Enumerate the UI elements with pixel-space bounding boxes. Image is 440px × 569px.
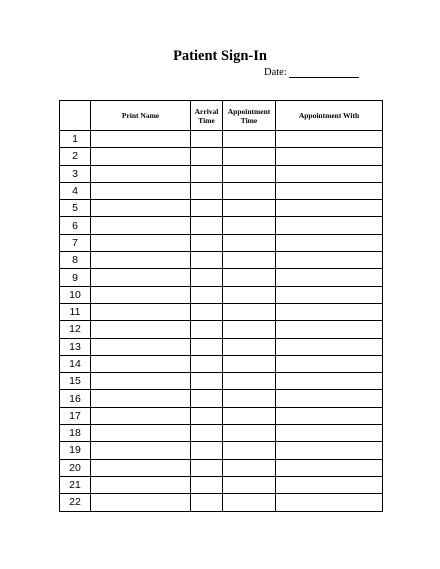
arrival-time-cell[interactable] [191,165,223,182]
appointment-time-cell[interactable] [223,390,276,407]
row-number: 3 [60,165,91,182]
appointment-with-cell[interactable] [276,494,383,511]
print-name-cell[interactable] [91,286,191,303]
arrival-time-cell[interactable] [191,148,223,165]
arrival-time-cell[interactable] [191,269,223,286]
print-name-cell[interactable] [91,252,191,269]
arrival-time-cell[interactable] [191,442,223,459]
print-name-cell[interactable] [91,200,191,217]
appointment-with-cell[interactable] [276,217,383,234]
print-name-cell[interactable] [91,442,191,459]
row-number: 21 [60,476,91,493]
appointment-with-cell[interactable] [276,200,383,217]
table-row [60,390,383,407]
print-name-cell[interactable] [91,148,191,165]
appointment-with-cell[interactable] [276,442,383,459]
arrival-time-cell[interactable] [191,355,223,372]
print-name-cell[interactable] [91,303,191,320]
arrival-time-cell[interactable] [191,476,223,493]
print-name-cell[interactable] [91,459,191,476]
row-number: 16 [60,390,91,407]
table-row [60,407,383,424]
row-number: 4 [60,182,91,199]
row-number: 12 [60,321,91,338]
print-name-cell[interactable] [91,269,191,286]
table-row [60,476,383,493]
print-name-cell[interactable] [91,131,191,148]
print-name-cell[interactable] [91,494,191,511]
appointment-with-cell[interactable] [276,269,383,286]
row-number: 1 [60,131,91,148]
table-row [60,338,383,355]
table-row [60,373,383,390]
row-number: 5 [60,200,91,217]
appointment-time-cell[interactable] [223,494,276,511]
arrival-time-cell[interactable] [191,131,223,148]
header-arrival-time: Arrival Time [191,101,223,131]
header-number [60,101,91,131]
header-print-name: Print Name [91,101,191,131]
arrival-time-cell[interactable] [191,459,223,476]
date-label: Date: [264,67,287,78]
row-number: 15 [60,373,91,390]
row-number: 9 [60,269,91,286]
row-number: 22 [60,494,91,511]
row-number: 19 [60,442,91,459]
appointment-with-cell[interactable] [276,355,383,372]
appointment-time-cell[interactable] [223,476,276,493]
appointment-time-cell[interactable] [223,286,276,303]
table-row [60,131,383,148]
row-number: 14 [60,355,91,372]
appointment-time-cell[interactable] [223,131,276,148]
table-row [60,494,383,511]
print-name-cell[interactable] [91,338,191,355]
print-name-cell[interactable] [91,390,191,407]
appointment-time-cell[interactable] [223,355,276,372]
print-name-cell[interactable] [91,234,191,251]
arrival-time-cell[interactable] [191,338,223,355]
header-appointment-time: Appointment Time [223,101,276,131]
appointment-with-cell[interactable] [276,476,383,493]
table-row [60,355,383,372]
row-number: 8 [60,252,91,269]
table-row [60,286,383,303]
print-name-cell[interactable] [91,165,191,182]
appointment-time-cell[interactable] [223,338,276,355]
row-number: 7 [60,234,91,251]
arrival-time-cell[interactable] [191,407,223,424]
appointment-with-cell[interactable] [276,459,383,476]
appointment-with-cell[interactable] [276,234,383,251]
appointment-with-cell[interactable] [276,338,383,355]
row-number: 2 [60,148,91,165]
appointment-time-cell[interactable] [223,425,276,442]
arrival-time-cell[interactable] [191,217,223,234]
appointment-time-cell[interactable] [223,252,276,269]
table-row [60,303,383,320]
appointment-with-cell[interactable] [276,165,383,182]
date-blank-line[interactable] [289,67,359,78]
table-row [60,217,383,234]
table-row [60,269,383,286]
arrival-time-cell[interactable] [191,390,223,407]
table-row [60,321,383,338]
appointment-with-cell[interactable] [276,390,383,407]
appointment-with-cell[interactable] [276,131,383,148]
appointment-with-cell[interactable] [276,303,383,320]
arrival-time-cell[interactable] [191,252,223,269]
table-row [60,182,383,199]
table-header-row [60,101,383,131]
arrival-time-cell[interactable] [191,286,223,303]
table-row [60,200,383,217]
date-field [264,67,359,78]
appointment-time-cell[interactable] [223,303,276,320]
table-row [60,234,383,251]
print-name-cell[interactable] [91,182,191,199]
arrival-time-cell[interactable] [191,494,223,511]
appointment-time-cell[interactable] [223,182,276,199]
appointment-time-cell[interactable] [223,407,276,424]
appointment-time-cell[interactable] [223,269,276,286]
row-number: 10 [60,286,91,303]
appointment-with-cell[interactable] [276,425,383,442]
arrival-time-cell[interactable] [191,425,223,442]
print-name-cell[interactable] [91,355,191,372]
arrival-time-cell[interactable] [191,200,223,217]
print-name-cell[interactable] [91,217,191,234]
row-number: 17 [60,407,91,424]
appointment-with-cell[interactable] [276,286,383,303]
print-name-cell[interactable] [91,476,191,493]
row-number: 18 [60,425,91,442]
arrival-time-cell[interactable] [191,321,223,338]
appointment-time-cell[interactable] [223,200,276,217]
row-number: 13 [60,338,91,355]
appointment-time-cell[interactable] [223,442,276,459]
print-name-cell[interactable] [91,425,191,442]
print-name-cell[interactable] [91,407,191,424]
appointment-with-cell[interactable] [276,182,383,199]
table-row [60,148,383,165]
appointment-time-cell[interactable] [223,234,276,251]
appointment-time-cell[interactable] [223,373,276,390]
appointment-time-cell[interactable] [223,217,276,234]
appointment-with-cell[interactable] [276,373,383,390]
row-number: 20 [60,459,91,476]
table-row [60,252,383,269]
appointment-time-cell[interactable] [223,321,276,338]
appointment-with-cell[interactable] [276,321,383,338]
table-row [60,442,383,459]
appointment-time-cell[interactable] [223,459,276,476]
print-name-cell[interactable] [91,321,191,338]
sign-in-table [59,100,383,512]
arrival-time-cell[interactable] [191,182,223,199]
print-name-cell[interactable] [91,373,191,390]
arrival-time-cell[interactable] [191,234,223,251]
appointment-time-cell[interactable] [223,165,276,182]
table-row [60,425,383,442]
header-appointment-with: Appointment With [276,101,383,131]
appointment-time-cell[interactable] [223,148,276,165]
appointment-with-cell[interactable] [276,148,383,165]
appointment-with-cell[interactable] [276,407,383,424]
table-row [60,165,383,182]
page-title: Patient Sign-In [173,48,267,64]
table-row [60,459,383,476]
row-number: 6 [60,217,91,234]
arrival-time-cell[interactable] [191,303,223,320]
row-number: 11 [60,303,91,320]
appointment-with-cell[interactable] [276,252,383,269]
arrival-time-cell[interactable] [191,373,223,390]
